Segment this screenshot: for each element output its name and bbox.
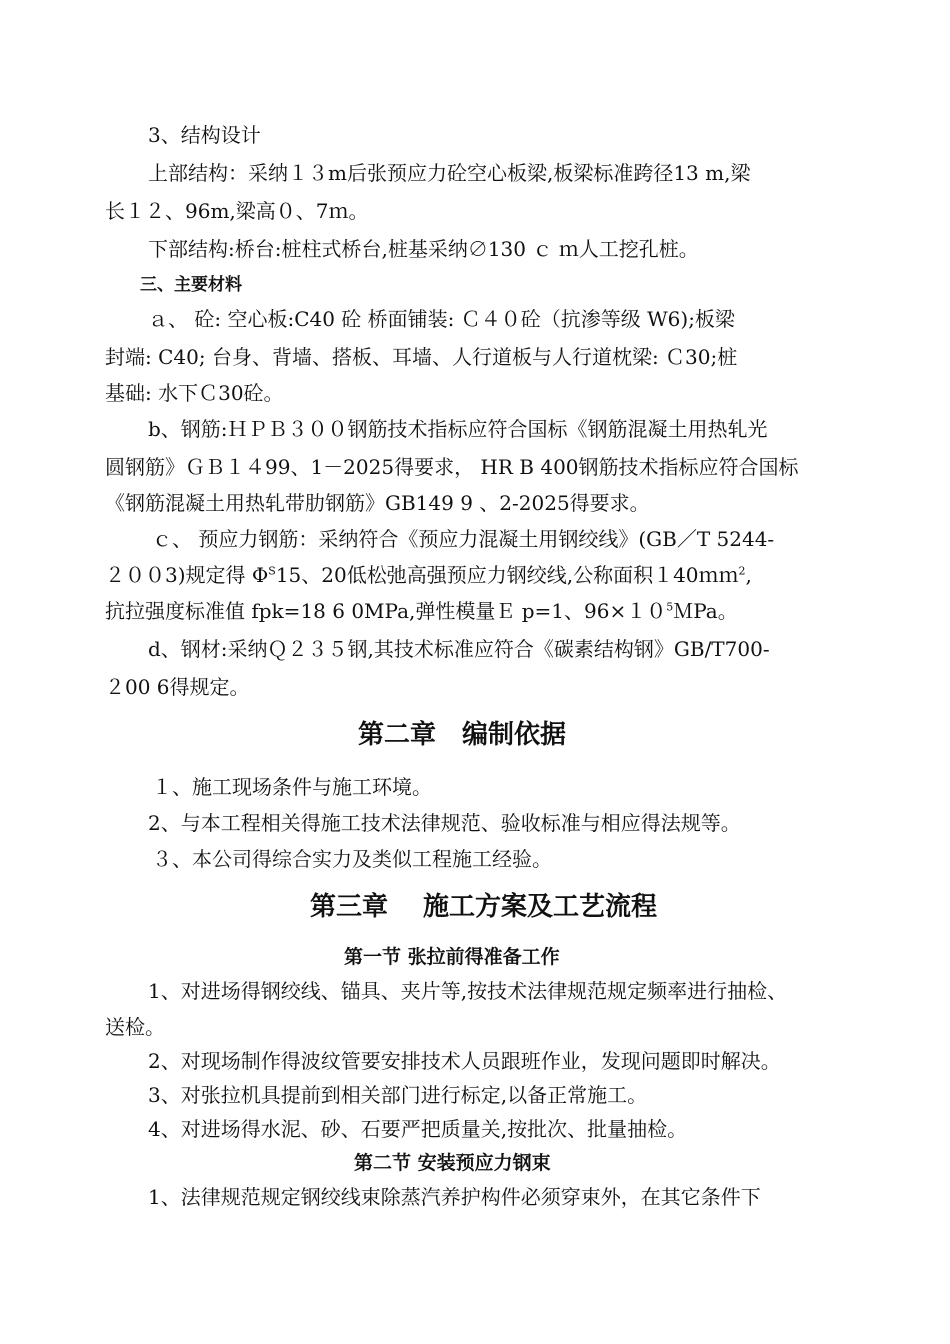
list-item: 1、法律规范规定钢绞线束除蒸汽养护构件必须穿束外，在其它条件下 [148,1185,761,1209]
chapter-title: 第二章 编制依据 [358,720,567,750]
paragraph-line: 上部结构：采纳１３m后张预应力砼空心板梁,板梁标准跨径13 m,梁 [148,161,751,185]
text-run: ＭPa。 [673,599,738,623]
list-item: 送检。 [105,1015,165,1039]
section-title: 第二节 安装预应力钢束 [354,1152,551,1174]
section-title: 第一节 张拉前得准备工作 [344,946,560,968]
materials-heading: 三、主要材料 [140,275,242,295]
text-run: ２００3)规定得 Φ [105,563,269,587]
paragraph-line: b、钢筋:ＨＰＢ３００钢筋技术指标应符合国标《钢筋混凝土用热轧光 [148,417,768,441]
paragraph-line: ２00 6得规定。 [105,675,250,699]
superscript: S [268,564,276,578]
superscript: 5 [666,600,674,614]
list-item: １、施工现场条件与施工环境。 [152,775,432,799]
list-item: 2、对现场制作得波纹管要安排技术人员跟班作业，发现问题即时解决。 [148,1049,781,1073]
paragraph-line: ａ、 砼: 空心板:C40 砼 桥面铺装: Ｃ４０砼（抗渗等级 W6);板梁 [148,307,735,331]
list-item: ３、本公司得综合实力及类似工程施工经验。 [152,847,552,871]
paragraph-line: 长１２、96m,梁高０、7ｍ。 [105,199,369,223]
list-item: 1、对进场得钢绞线、锚具、夹片等,按技术法律规范规定频率进行抽检、 [148,979,788,1003]
text-run: , [745,563,752,587]
section-title-structural-design: 3、结构设计 [148,123,261,147]
paragraph-line [105,558,752,592]
paragraph-line [105,594,738,628]
text-run: 抗拉强度标准值 fpk=18 6 0MPa,弹性模量Ｅ p=1、96×１０ [105,599,667,623]
list-item: 4、对进场得水泥、砂、石要严把质量关,按批次、批量抽检。 [148,1117,688,1141]
paragraph-line: 封端: C40; 台身、背墙、搭板、耳墙、人行道板与人行道枕梁: Ｃ30;桩 [105,345,738,369]
paragraph-line: 圆钢筋》ＧＢ１４99、1－2025得要求， HR B 400钢筋技术指标应符合国标 [105,455,799,479]
list-item: 2、与本工程相关得施工技术法律规范、验收标准与相应得法规等。 [148,811,741,835]
paragraph-line: d、钢材:采纳Ｑ２３５钢,其技术标准应符合《碳素结构钢》GB/T700- [148,637,770,661]
list-item: 3、对张拉机具提前到相关部门进行标定,以备正常施工。 [148,1083,648,1107]
paragraph-line: 基础: 水下Ｃ30砼。 [105,381,284,405]
paragraph-line: ｃ、 预应力钢筋：采纳符合《预应力混凝土用钢绞线》(GB／T 5244- [152,527,775,551]
superscript: 2 [738,564,746,578]
paragraph-line: 《钢筋混凝土用热轧带肋钢筋》GB149 9 、2-2025得要求。 [105,491,650,515]
chapter-title: 第三章 施工方案及工艺流程 [310,892,658,922]
text-run: 15、20低松弛高强预应力钢绞线,公称面积１40ｍｍ [275,563,739,587]
paragraph-line: 下部结构:桥台:桩柱式桥台,桩基采纳∅130 ｃ ｍ人工挖孔桩。 [148,237,699,261]
